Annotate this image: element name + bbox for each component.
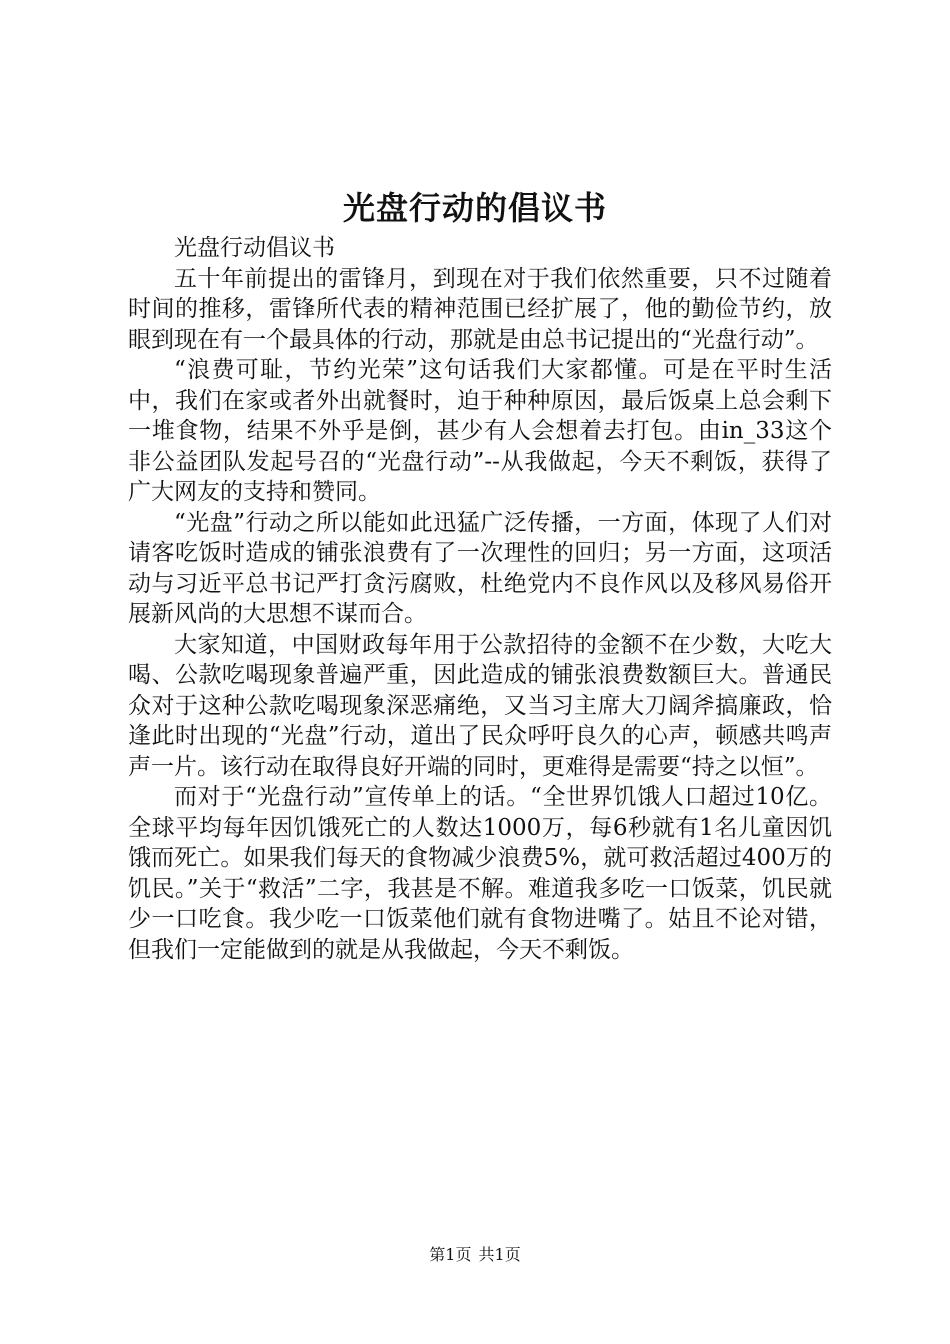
document-title: 光盘行动的倡议书 xyxy=(342,189,607,227)
paragraph-5: 而对于“光盘行动”宣传单上的话。“全世界饥饿人口超过10亿。全球平均每年因饥饿死亡的人数达1000万，每6秒就有1名儿童因饥饿而死亡。如果我们每天的食物减少浪费5%，就可救活超过400万的饥民。”关于“救活”二字，我甚是不解。难道我多吃一口饭菜，饥民就少一口吃食。我少吃一口饭菜他们就有食物进嘴了。姑且不论对错，但我们一定能做到的就是从我做起，今天不剩饭。 xyxy=(128,784,832,963)
paragraph-3: “光盘”行动之所以能如此迅猛广泛传播，一方面，体现了人们对请客吃饭时造成的铺张浪费有了一次理性的回归；另一方面，这项活动与习近平总书记严打贪污腐败，杜绝党内不良作风以及移风易俗开展新风尚的大思想不谋而合。 xyxy=(128,509,832,627)
page-number: 第1页 xyxy=(429,1245,472,1264)
paragraph-2: “浪费可耻，节约光荣”这句话我们大家都懂。可是在平时生活中，我们在家或者外出就餐时，迫于种种原因，最后饭桌上总会剩下一堆食物，结果不外乎是倒，甚少有人会想着去打包。由in_33这个非公益团队发起号召的“光盘行动”--从我做起，今天不剩饭，获得了广大网友的支持和赞同。 xyxy=(128,357,832,505)
page-footer xyxy=(0,1243,950,1267)
document-body xyxy=(128,233,832,965)
paragraph-4: 大家知道，中国财政每年用于公款招待的金额不在少数，大吃大喝、公款吃喝现象普遍严重，因此造成的铺张浪费数额巨大。普通民众对于这种公款吃喝现象深恶痛绝，又当习主席大刀阔斧搞廉政，恰逢此时出现的“光盘”行动，道出了民众呼吁良久的心声，顿感共鸣声声一片。该行动在取得良好开端的同时，更难得是需要“持之以恒”。 xyxy=(128,631,832,780)
document-subtitle: 光盘行动倡议书 xyxy=(174,235,335,261)
paragraph-1: 五十年前提出的雷锋月，到现在对于我们依然重要，只不过随着时间的推移，雷锋所代表的精神范围已经扩展了，他的勤俭节约，放眼到现在有一个最具体的行动，那就是由总书记提出的“光盘行动”。 xyxy=(128,265,832,353)
page-total: 共1页 xyxy=(478,1245,521,1264)
